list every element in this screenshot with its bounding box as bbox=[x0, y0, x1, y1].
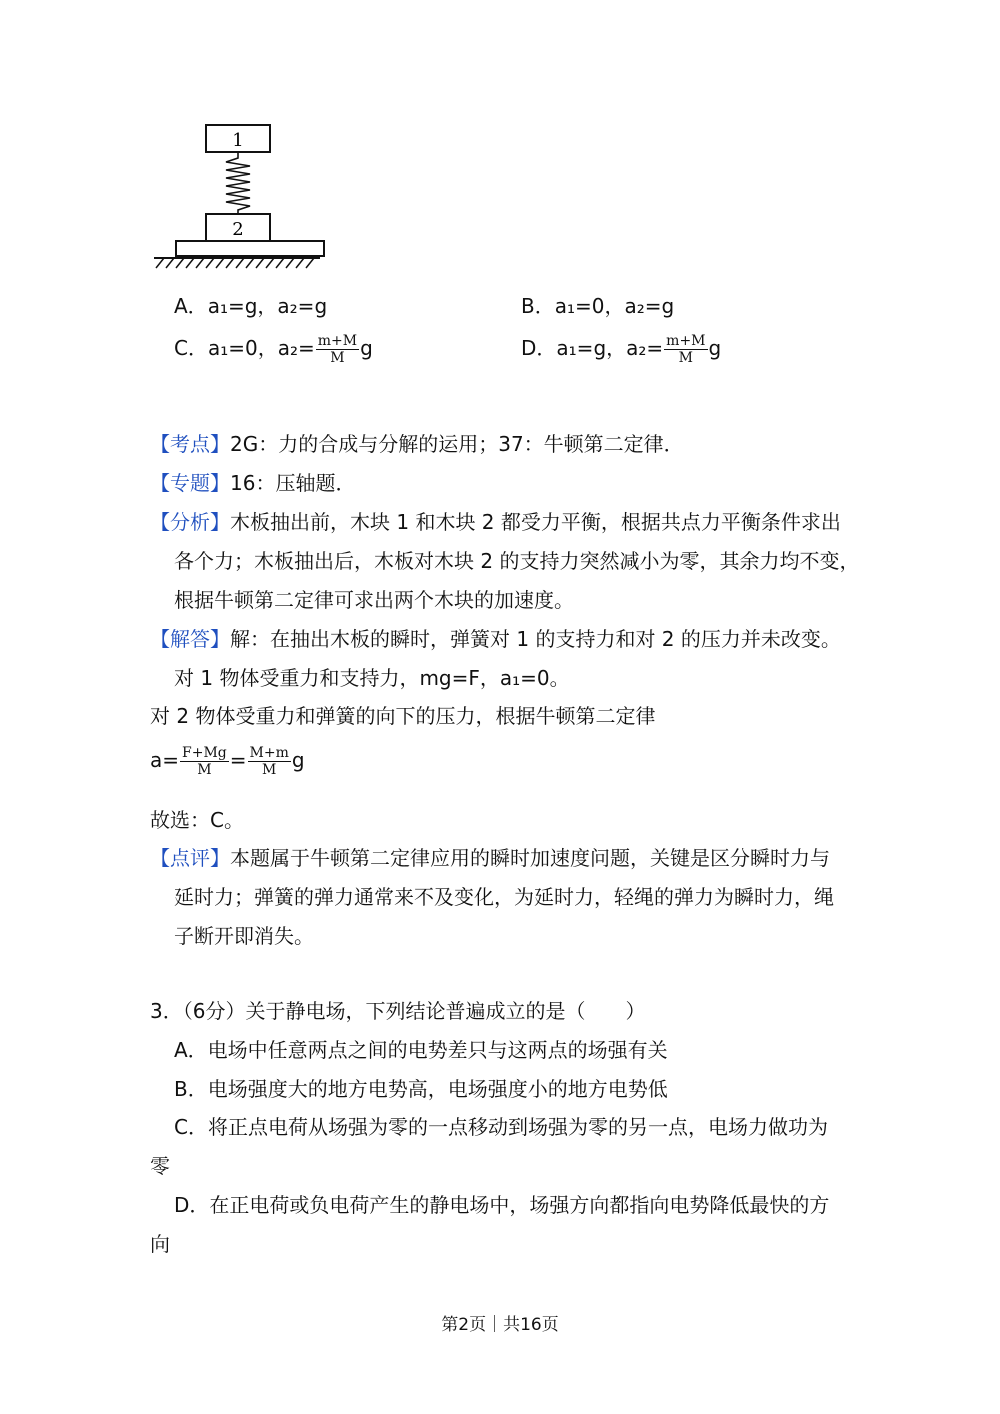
dianping-line-2: 延时力；弹簧的弹力通常来不及变化，为延时力，轻绳的弹力为瞬时力，绳 bbox=[174, 885, 834, 909]
fenxi-line-2: 各个力；木板抽出后，木板对木块 2 的支持力突然减小为零，其余力均不变， bbox=[174, 549, 860, 573]
acceleration-formula: a= $\frac{F+Mg}{M}$ = $\frac{M+m}{M}$ g bbox=[150, 745, 305, 778]
page-footer: 第2页｜共16页 bbox=[441, 1315, 559, 1335]
jieda-line-2: 对 1 物体受重力和支持力，mg=F，a₁=0。 bbox=[174, 666, 570, 690]
zhuanti-tag: 【专题】 bbox=[150, 471, 230, 495]
board bbox=[176, 241, 324, 256]
spring bbox=[226, 152, 250, 214]
fenxi-tag: 【分析】 bbox=[150, 510, 230, 534]
option-d: D．a₁=g，a₂= $\frac{m+M}{M}$ g bbox=[521, 333, 722, 366]
answer-choice: 故选：C。 bbox=[150, 808, 244, 832]
q3-option-c-line-2: 零 bbox=[150, 1154, 170, 1178]
q3-option-b: B．电场强度大的地方电势高，电场强度小的地方电势低 bbox=[174, 1077, 668, 1101]
block-2-label: 2 bbox=[232, 219, 244, 240]
option-a: A．a₁=g，a₂=g bbox=[174, 294, 328, 318]
q3-stem: 3．（6分）关于静电场，下列结论普遍成立的是（ ） bbox=[150, 999, 646, 1023]
jieda-line-1: 【解答】解：在抽出木板的瞬时，弹簧对 1 的支持力和对 2 的压力并未改变。 bbox=[150, 627, 841, 651]
q3-option-a: A．电场中任意两点之间的电势差只与这两点的场强有关 bbox=[174, 1038, 668, 1062]
q3-option-d-line-2: 向 bbox=[150, 1232, 170, 1256]
fenxi-line-3: 根据牛顿第二定律可求出两个木块的加速度。 bbox=[174, 588, 574, 612]
ground-hatch bbox=[156, 258, 314, 268]
jieda-line-3: 对 2 物体受重力和弹簧的向下的压力，根据牛顿第二定律 bbox=[150, 704, 656, 728]
kaodian-line: 【考点】2G：力的合成与分解的运用；37：牛顿第二定律． bbox=[150, 432, 684, 456]
dianping-line-3: 子断开即消失。 bbox=[174, 924, 314, 948]
jieda-tag: 【解答】 bbox=[150, 627, 230, 651]
option-c: C．a₁=0，a₂= $\frac{m+M}{M}$ g bbox=[174, 333, 373, 366]
kaodian-tag: 【考点】 bbox=[150, 432, 230, 456]
dianping-line-1: 【点评】本题属于牛顿第二定律应用的瞬时加速度问题，关键是区分瞬时力与 bbox=[150, 846, 830, 870]
zhuanti-line: 【专题】16：压轴题． bbox=[150, 471, 356, 495]
option-b: B．a₁=0，a₂=g bbox=[521, 294, 675, 318]
q3-option-c-line-1: C．将正点电荷从场强为零的一点移动到场强为零的另一点，电场力做功为 bbox=[174, 1115, 828, 1139]
fenxi-line-1: 【分析】木板抽出前，木块 1 和木块 2 都受力平衡，根据共点力平衡条件求出 bbox=[150, 510, 841, 534]
q3-option-d-line-1: D．在正电荷或负电荷产生的静电场中，场强方向都指向电势降低最快的方 bbox=[174, 1193, 830, 1217]
dianping-tag: 【点评】 bbox=[150, 846, 230, 870]
block-1-label: 1 bbox=[232, 130, 244, 151]
spring-blocks-figure bbox=[150, 118, 325, 273]
